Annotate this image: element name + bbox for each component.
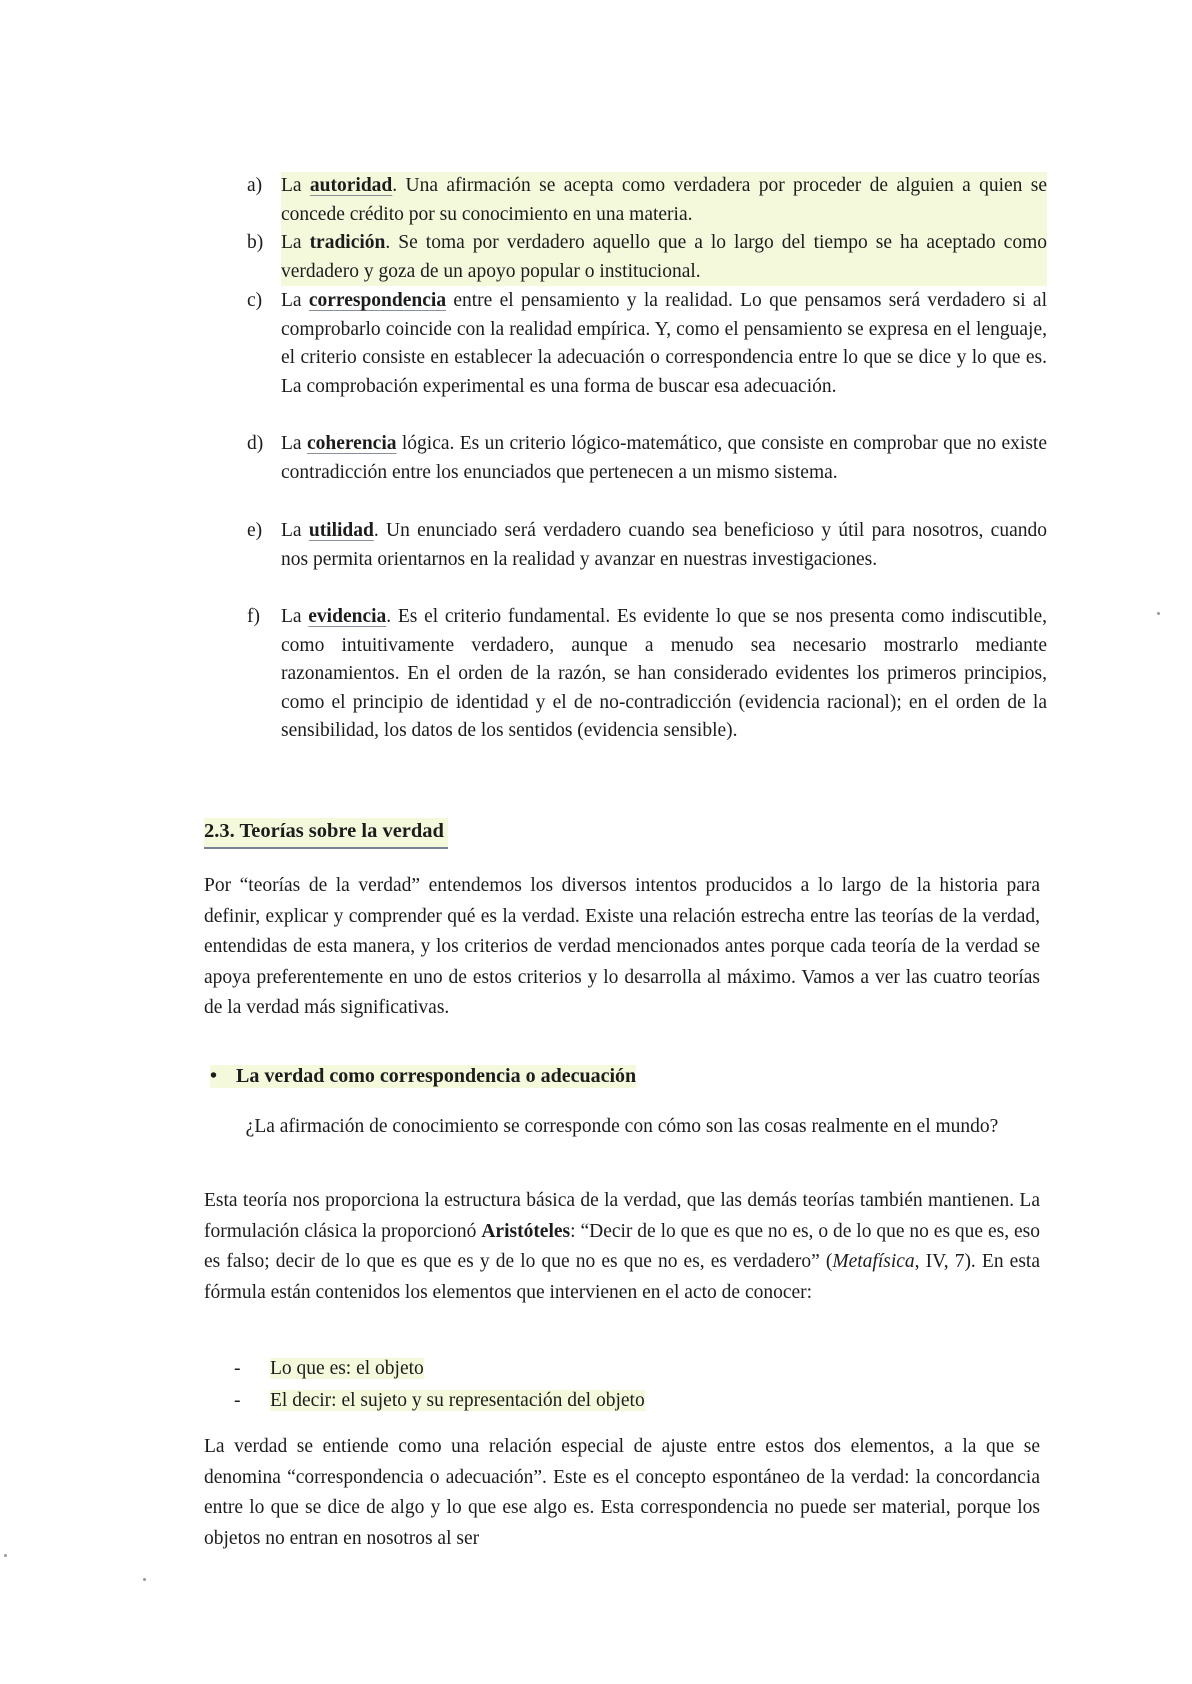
list-item: - El decir: el sujeto y su representación del objeto <box>234 1385 645 1417</box>
criterion-text: La coherencia lógica. Es un criterio lógico-matemático, que consiste en comprobar que no existe contradicción entre los enunciados que pertenecen a un mismo sistema. <box>281 433 1047 483</box>
bullet-icon: • <box>210 1065 218 1087</box>
theory-paragraph-1: Esta teoría nos proporciona la estructura básica de la verdad, que las demás teorías también mantienen. La formulación clásica la proporcionó Aristóteles: “Decir de lo que es que no es, o de lo que no es que es, eso es falso; decir de lo que es que es y de lo que no es que no es, es verdadero” (Metafísica, IV, 7). En esta fórmula están contenidos los elementos que intervienen en el acto de conocer: <box>204 1190 1040 1303</box>
criterion-letter: d) <box>247 433 264 454</box>
scan-speck <box>4 1554 7 1557</box>
section-heading: 2.3. Teorías sobre la verdad <box>204 818 448 849</box>
criterion-text: La autoridad. Una afirmación se acepta como verdadera por proceder de alguien a quien se concede crédito por su conocimiento en una materia. <box>281 172 1047 229</box>
criterion-d <box>247 430 1047 487</box>
criterion-term: evidencia <box>308 606 387 627</box>
criterion-f <box>247 603 1047 746</box>
criterion-letter: b) <box>247 232 264 253</box>
work-title: Metafísica <box>832 1251 915 1272</box>
criterion-text: La correspondencia entre el pensamiento y la realidad. Lo que pensamos será verdadero si al comprobarlo coincide con la realidad empírica. Y, como el pensamiento se expresa en el lenguaje, el criterio consiste en establecer la adecuación o correspondencia entre lo que se dice y lo que es. La comprobación experimental es una forma de buscar esa adecuación. <box>281 290 1047 397</box>
criterion-text: La tradición. Se toma por verdadero aquello que a lo largo del tiempo se ha aceptado como verdadero y goza de un apoyo popular o institucional. <box>281 229 1047 286</box>
scan-speck <box>143 1578 146 1581</box>
theory-heading-text: La verdad como correspondencia o adecuación <box>236 1065 637 1087</box>
theory-paragraph-2: La verdad se entiende como una relación especial de ajuste entre estos dos elementos, a la que se denomina “correspondencia o adecuación”. Este es el concepto espontáneo de la verdad: la concordancia entre lo que se dice de algo y lo que ese algo es. Esta correspondencia no puede ser material, porque los objetos no entran en nosotros al ser <box>204 1436 1040 1549</box>
dash-icon: - <box>234 1390 241 1411</box>
elements-list <box>234 1353 645 1417</box>
criterion-e <box>247 517 1047 574</box>
scan-speck <box>1157 612 1160 615</box>
criterion-term: coherencia <box>306 433 397 454</box>
criterion-letter: a) <box>247 175 263 196</box>
criterion-term: utilidad <box>308 520 374 541</box>
criterion-text: La evidencia. Es el criterio fundamental. Es evidente lo que se nos presenta como indiscutible, como intuitivamente verdadero, aunque a menudo sea necesario mostrarlo mediante razonamientos. En el orden de la razón, se han considerado evidentes los primeros principios, como el principio de identidad y el de no-contradicción (evidencia racional); en el orden de la sensibilidad, los datos de los sentidos (evidencia sensible). <box>281 606 1047 741</box>
theory-question: ¿La afirmación de conocimiento se corresponde con cómo son las cosas realmente en el mundo? <box>245 1116 999 1137</box>
dash-icon: - <box>234 1358 241 1379</box>
section-intro-paragraph: Por “teorías de la verdad” entendemos los diversos intentos producidos a lo largo de la historia para definir, explicar y comprender qué es la verdad. Existe una relación estrecha entre las teorías de la verdad, entendidas de esta manera, y los criterios de verdad mencionados antes porque cada teoría de la verdad se apoya preferentemente en uno de estos criterios y lo desarrolla al máximo. Vamos a ver las cuatro teorías de la verdad más significativas. <box>204 875 1040 1018</box>
author-name: Aristóteles <box>481 1220 571 1242</box>
criterion-letter: c) <box>247 290 263 311</box>
list-item: - Lo que es: el objeto <box>234 1353 645 1385</box>
criterion-b <box>247 229 1047 286</box>
criterion-term: autoridad <box>309 175 393 196</box>
criterion-term: correspondencia <box>308 290 447 311</box>
criterion-text: La utilidad. Un enunciado será verdadero cuando sea beneficioso y útil para nosotros, cuando nos permita orientarnos en la realidad y avanzar en nuestras investigaciones. <box>281 520 1047 570</box>
criterion-c <box>247 287 1047 401</box>
theory-heading <box>210 1065 636 1088</box>
criterion-letter: f) <box>247 606 260 627</box>
criterion-a <box>247 172 1047 229</box>
criterion-letter: e) <box>247 520 263 541</box>
criterion-term: tradición <box>309 232 386 253</box>
